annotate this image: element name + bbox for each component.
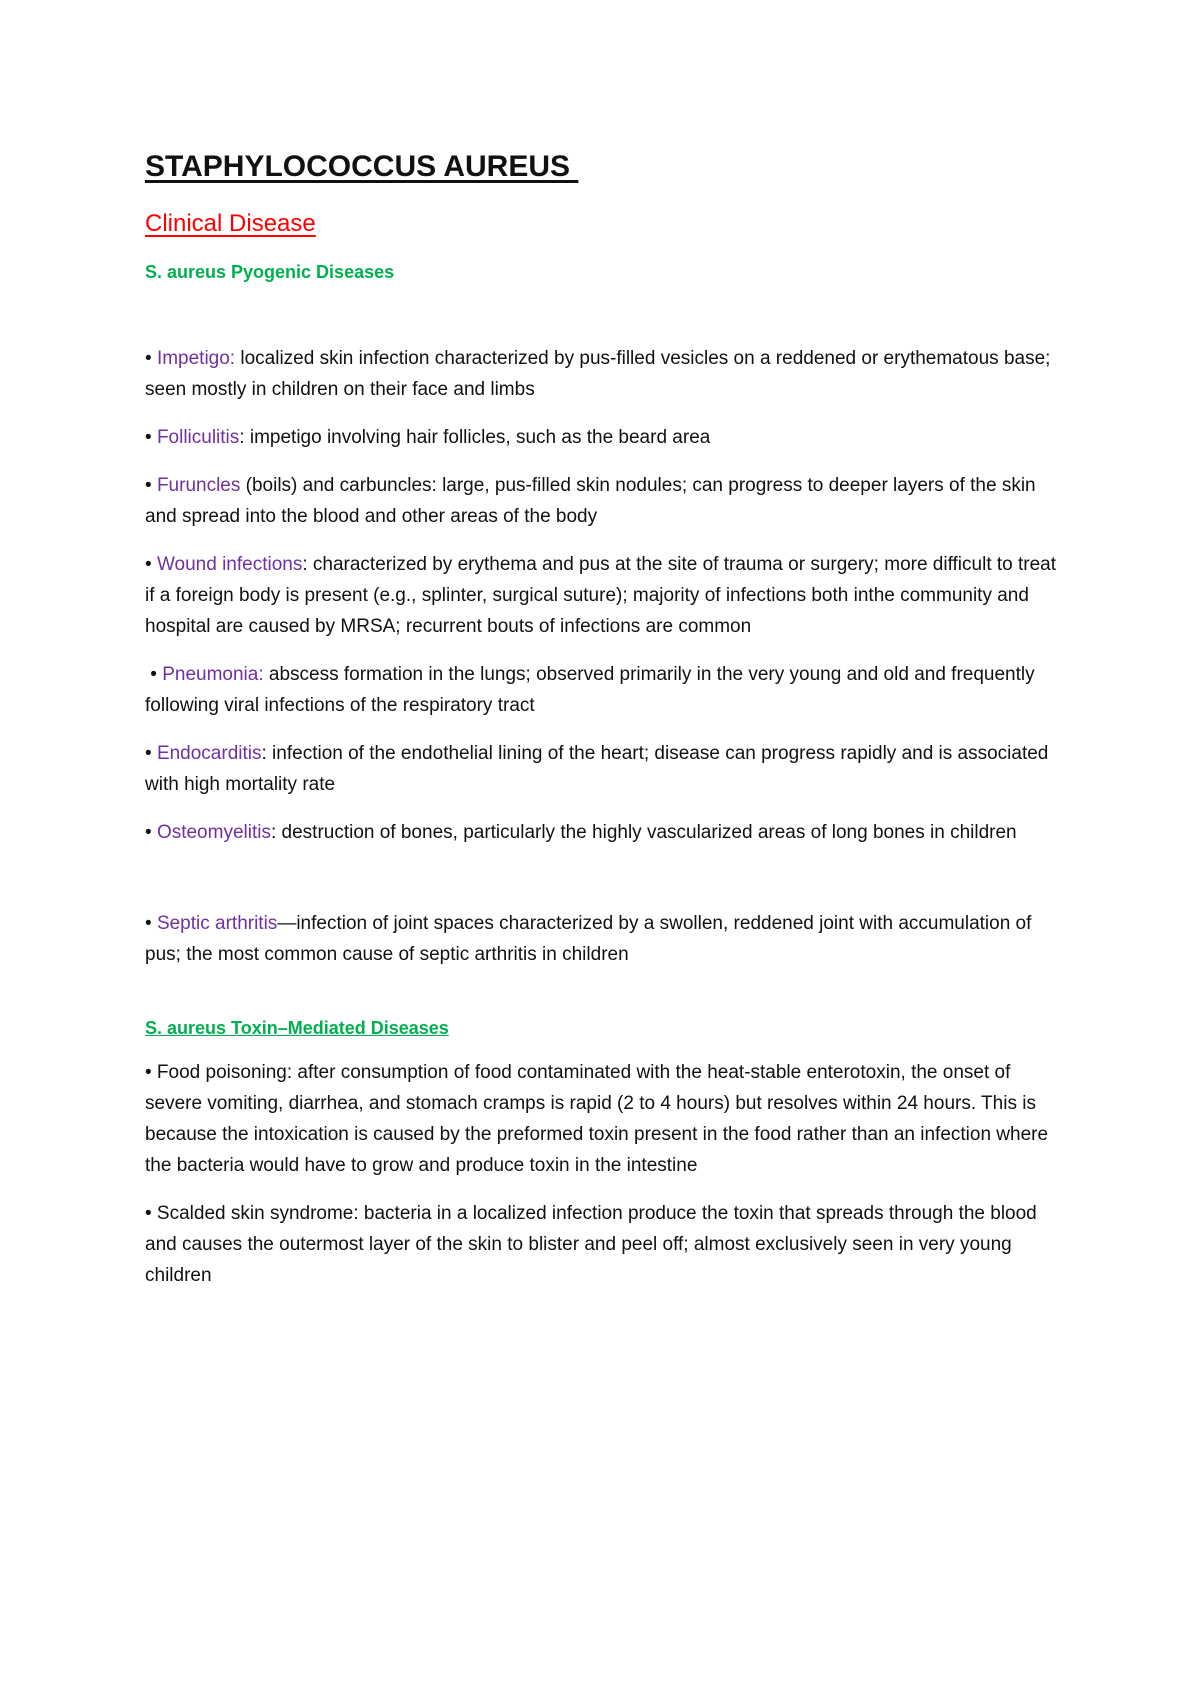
list-item-impetigo bbox=[145, 343, 1060, 405]
list-item-endocarditis bbox=[145, 738, 1060, 800]
document-title: STAPHYLOCOCCUS AUREUS bbox=[145, 150, 579, 183]
pyogenic-disease-list bbox=[145, 343, 1060, 970]
list-item-scalded-skin-syndrome: • Scalded skin syndrome: bacteria in a localized infection produce the toxin that spreads through the blood and causes the outermost layer of the skin to blister and peel off; almost exclusively seen in very young children bbox=[145, 1203, 1037, 1286]
bullet: • bbox=[145, 743, 157, 764]
disease-description: : impetigo involving hair follicles, such as the beard area bbox=[239, 427, 711, 448]
bullet: • bbox=[145, 427, 157, 448]
disease-description: —infection of joint spaces characterized by a swollen, reddened joint with accumulation of pus; the most common cause of septic arthritis in children bbox=[145, 913, 1032, 965]
disease-term: Pneumonia: bbox=[162, 664, 264, 685]
list-item-folliculitis bbox=[145, 422, 1060, 453]
list-item-osteomyelitis bbox=[145, 817, 1060, 848]
bullet: • bbox=[145, 822, 157, 843]
disease-term: Endocarditis bbox=[156, 743, 262, 764]
disease-term: Folliculitis bbox=[156, 427, 240, 448]
toxin-disease-list bbox=[145, 1057, 1060, 1291]
subheading-toxin-mediated-diseases: S. aureus Toxin–Mediated Diseases bbox=[145, 1018, 449, 1038]
disease-description: : characterized by erythema and pus at the site of trauma or surgery; more difficult to treat if a foreign body is present (e.g., splinter, surgical suture); majority of infections both inthe community and hospital are caused by MRSA; recurrent bouts of infections are common bbox=[145, 554, 1057, 637]
disease-term: Furuncles bbox=[156, 475, 241, 496]
bullet: • bbox=[145, 475, 157, 496]
disease-term: Septic arthritis bbox=[156, 913, 278, 934]
disease-term: Osteomyelitis bbox=[156, 822, 271, 843]
list-item-septic-arthritis bbox=[145, 908, 1060, 970]
bullet: • bbox=[145, 664, 163, 685]
list-item-pneumonia bbox=[145, 659, 1060, 721]
disease-description: (boils) and carbuncles: large, pus-filled skin nodules; can progress to deeper layers of the skin and spread into the blood and other areas of the body bbox=[145, 475, 1036, 527]
list-item-food-poisoning: • Food poisoning: after consumption of food contaminated with the heat-stable enterotoxin, the onset of severe vomiting, diarrhea, and stomach cramps is rapid (2 to 4 hours) but resolves within 24 hours. This is because the intoxication is caused by the preformed toxin present in the food rather than an infection where the bacteria would have to grow and produce toxin in the intestine bbox=[145, 1062, 1049, 1176]
subheading-pyogenic-diseases: S. aureus Pyogenic Diseases bbox=[145, 262, 395, 282]
disease-description: abscess formation in the lungs; observed primarily in the very young and old and frequently following viral infections of the respiratory tract bbox=[145, 664, 1035, 716]
list-item-furuncles bbox=[145, 470, 1060, 532]
section-heading-clinical-disease: Clinical Disease bbox=[145, 210, 316, 237]
disease-description: : destruction of bones, particularly the highly vascularized areas of long bones in children bbox=[270, 822, 1017, 843]
disease-term: Wound infections bbox=[156, 554, 303, 575]
list-item-wound-infections bbox=[145, 549, 1060, 642]
bullet: • bbox=[145, 554, 157, 575]
bullet: • bbox=[145, 913, 157, 934]
disease-description: localized skin infection characterized by pus-filled vesicles on a reddened or erythematous base; seen mostly in children on their face and limbs bbox=[145, 348, 1051, 400]
bullet: • bbox=[145, 348, 157, 369]
disease-term: Impetigo: bbox=[156, 348, 236, 369]
disease-description: : infection of the endothelial lining of the heart; disease can progress rapidly and is associated with high mortality rate bbox=[145, 743, 1049, 795]
